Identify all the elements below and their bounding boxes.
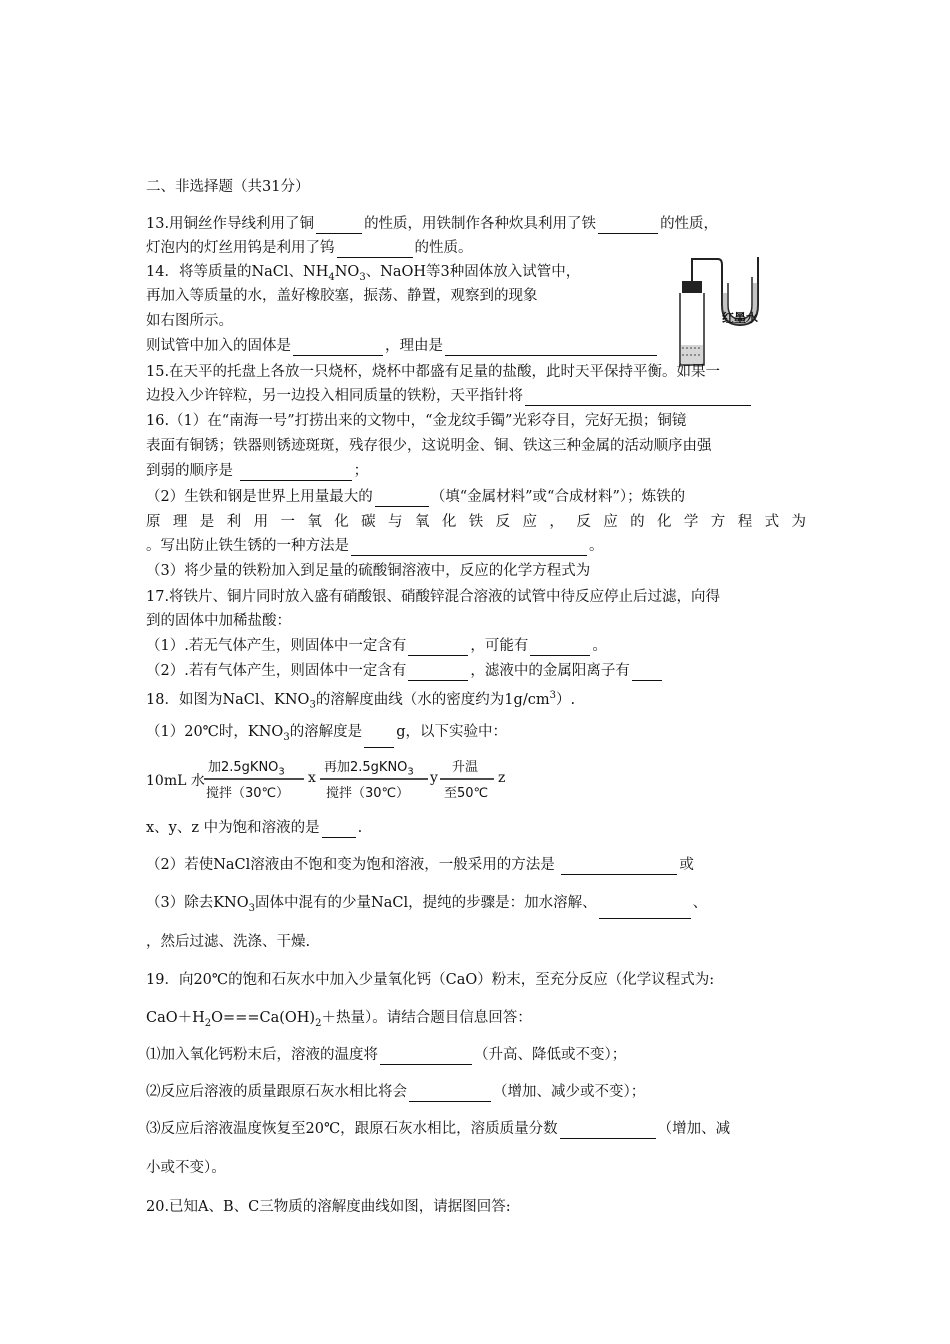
blank <box>408 639 468 656</box>
question-19-line-6: 小或不变）。 <box>146 1160 226 1176</box>
question-16-line-6 <box>146 536 604 556</box>
scheme-y: y <box>430 770 438 786</box>
text: 的溶解度曲线（水的密度约为1g/cm <box>315 691 550 708</box>
question-16-line-7: （3）将少量的铁粉加入到足量的硫酸铜溶液中，反应的化学方程式为 <box>146 563 591 579</box>
blank <box>409 1085 491 1102</box>
question-15-line-2 <box>146 386 753 406</box>
question-16-line-3 <box>146 461 368 481</box>
text: ，滤液中的金属阳离子有 <box>470 663 630 679</box>
text: ）. <box>555 691 576 708</box>
subscript: 4 <box>328 271 335 283</box>
text: 13.用铜丝作导线利用了铜 <box>146 216 315 232</box>
text: （2）若使NaCl溶液由不饱和变为饱和溶液，一般采用的方法是 <box>146 857 555 873</box>
blank <box>599 902 691 919</box>
question-19-line-1: 19．向20℃的饱和石灰水中加入少量氧化钙（CaO）粉末，至充分反应（化学议程式为: <box>146 972 715 988</box>
question-14-line-2: 再加入等质量的水，盖好橡胶塞，振荡、静置，观察到的现象 <box>146 288 538 304</box>
text: ； <box>353 463 369 479</box>
blank <box>322 821 356 838</box>
step3-condition: 升温 <box>452 760 479 775</box>
blank <box>316 217 362 234</box>
text: （2）.若有气体产生，则固体中一定含有 <box>146 663 407 679</box>
question-15-line-1: 15.在天平的托盘上各放一只烧杯，烧杯中都盛有足量的盐酸，此时天平保持平衡。如果一 <box>146 364 721 380</box>
text: 的性质。 <box>414 240 473 256</box>
blank <box>530 639 590 656</box>
question-20-line-1: 20.已知A、B、C三物质的溶解度曲线如图，请据图回答: <box>146 1199 511 1215</box>
text: 。 <box>589 538 604 554</box>
question-14-line-1 <box>146 262 580 288</box>
text: ，可能有 <box>470 638 529 654</box>
text: g，以下实验中： <box>396 724 507 740</box>
question-16-line-2: 表面有铜锈；铁器则锈迹斑斑，残存很少，这说明金、铜、铁这三种金属的活动顺序由强 <box>146 438 712 454</box>
text: ⑶反应后溶液温度恢复至20℃，跟原石灰水相比，溶质质量分数 <box>146 1121 558 1137</box>
subscript: 2 <box>204 1017 212 1029</box>
text: （2）生铁和钢是世界上用量最大的 <box>146 489 373 505</box>
step1-condition <box>208 756 285 778</box>
text: 固体中混有的少量NaCl，提纯的步骤是：加水溶解、 <box>255 895 597 911</box>
text: ，理由是 <box>385 338 443 354</box>
text: ⑴加入氧化钙粉末后，溶液的温度将 <box>146 1047 378 1063</box>
text: ⑵反应后溶液的质量跟原石灰水相比将会 <box>146 1084 407 1100</box>
question-13-line-2 <box>146 238 473 258</box>
text: ＋热量）。请结合题目信息回答： <box>321 1010 532 1026</box>
blank <box>375 490 429 507</box>
subscript: 3 <box>309 699 316 711</box>
text: x、y、z 中为饱和溶液的是 <box>146 820 320 836</box>
step2-condition <box>324 756 414 778</box>
blank <box>240 464 352 481</box>
text: 到弱的顺序是 <box>146 463 233 479</box>
text: 。 <box>592 638 607 654</box>
question-18-line-3 <box>146 818 362 838</box>
text: （升高、降低或不变）； <box>474 1047 627 1063</box>
blank <box>445 339 657 356</box>
scheme-z: z <box>498 770 506 786</box>
text: 加2.5gKNO <box>208 760 279 775</box>
text: . <box>357 820 363 836</box>
text: 或 <box>679 857 694 873</box>
question-17-line-2: 到的固体中加稀盐酸： <box>146 613 291 629</box>
question-17-line-3 <box>146 636 607 656</box>
step3-heat: 至50℃ <box>444 786 489 801</box>
blank <box>293 339 383 356</box>
blank <box>560 1122 656 1139</box>
question-18-line-1 <box>146 686 575 716</box>
text: 。写出防止铁生锈的一种方法是 <box>146 538 349 554</box>
text: （增加、减 <box>657 1121 731 1137</box>
text: 的性质，用铁制作各种炊具利用了铁 <box>364 216 597 232</box>
text: 再加2.5gKNO <box>324 760 408 775</box>
question-17-line-4 <box>146 661 664 681</box>
text: （1）20℃时，KNO <box>146 724 284 740</box>
scheme-start: 10mL 水 <box>146 773 205 789</box>
text: NO <box>334 264 360 280</box>
question-18-line-5 <box>146 893 707 919</box>
text: 的溶解度是 <box>289 724 363 740</box>
text: 灯泡内的灯丝用钨是利用了钨 <box>146 240 335 256</box>
blank <box>525 389 751 406</box>
question-18-line-6: ，然后过滤、洗涤、干燥. <box>146 934 311 950</box>
text: 边投入少许锌粒，另一边投入相同质量的铁粉，天平指针将 <box>146 388 523 404</box>
blank <box>351 539 587 556</box>
scheme-x: x <box>308 770 316 786</box>
blank <box>364 731 394 748</box>
question-16-line-5: 原理是利用一氧化碳与氧化铁反应，反应的化学方程式为 <box>146 514 806 530</box>
test-tube-apparatus <box>670 253 780 373</box>
question-19-line-2 <box>146 1008 532 1034</box>
subscript: 2 <box>315 1017 322 1029</box>
text: 、 <box>692 895 708 911</box>
question-19-line-4 <box>146 1082 645 1102</box>
superscript: 3 <box>549 690 556 701</box>
question-19-line-5 <box>146 1119 730 1139</box>
step2-stir: 搅拌（30℃） <box>326 786 410 801</box>
question-17-line-1: 17.将铁片、铜片同时放入盛有硝酸银、硝酸锌混合溶液的试管中待反应停止后过滤，向得 <box>146 589 721 605</box>
question-16-line-1: 16.（1）在“南海一号”打捞出来的文物中，“金龙纹手镯”光彩夺目，完好无损；铜镜 <box>146 413 687 429</box>
text: （3）除去KNO <box>146 895 249 911</box>
question-18-line-4 <box>146 855 694 875</box>
text: 18．如图为NaCl、KNO <box>146 691 310 708</box>
text: （增加、减少或不变）； <box>493 1084 646 1100</box>
blank <box>337 241 413 258</box>
step1-stir: 搅拌（30℃） <box>206 786 290 801</box>
question-13-line-1 <box>146 214 718 234</box>
text: CaO＋H <box>146 1010 205 1026</box>
blank <box>561 858 677 875</box>
text: （填“金属材料”或“合成材料”）；炼铁的 <box>430 489 686 505</box>
question-14-line-3: 如右图所示。 <box>146 313 233 329</box>
subscript: 3 <box>407 766 414 778</box>
subscript: 3 <box>283 731 290 743</box>
section-title: 二、非选择题（共31分） <box>146 179 310 195</box>
blank <box>598 217 658 234</box>
subscript: 3 <box>278 766 285 778</box>
blank <box>632 664 662 681</box>
question-16-line-4 <box>146 487 685 507</box>
question-19-line-3 <box>146 1045 626 1065</box>
blank <box>380 1048 472 1065</box>
text: 、NaOH等3种固体放入试管中， <box>365 264 581 280</box>
text: 14．将等质量的NaCl、NH <box>146 264 329 280</box>
text: O===Ca(OH) <box>211 1010 316 1026</box>
blank <box>408 664 468 681</box>
question-14-line-4 <box>146 336 659 356</box>
text: （1）.若无气体产生，则固体中一定含有 <box>146 638 407 654</box>
figure-label: 红墨水 <box>722 311 759 325</box>
question-18-line-2 <box>146 722 507 748</box>
subscript: 3 <box>248 902 256 914</box>
text: 的性质， <box>660 216 719 232</box>
reaction-scheme <box>146 752 566 804</box>
subscript: 3 <box>359 271 366 283</box>
text: 则试管中加入的固体是 <box>146 338 291 354</box>
